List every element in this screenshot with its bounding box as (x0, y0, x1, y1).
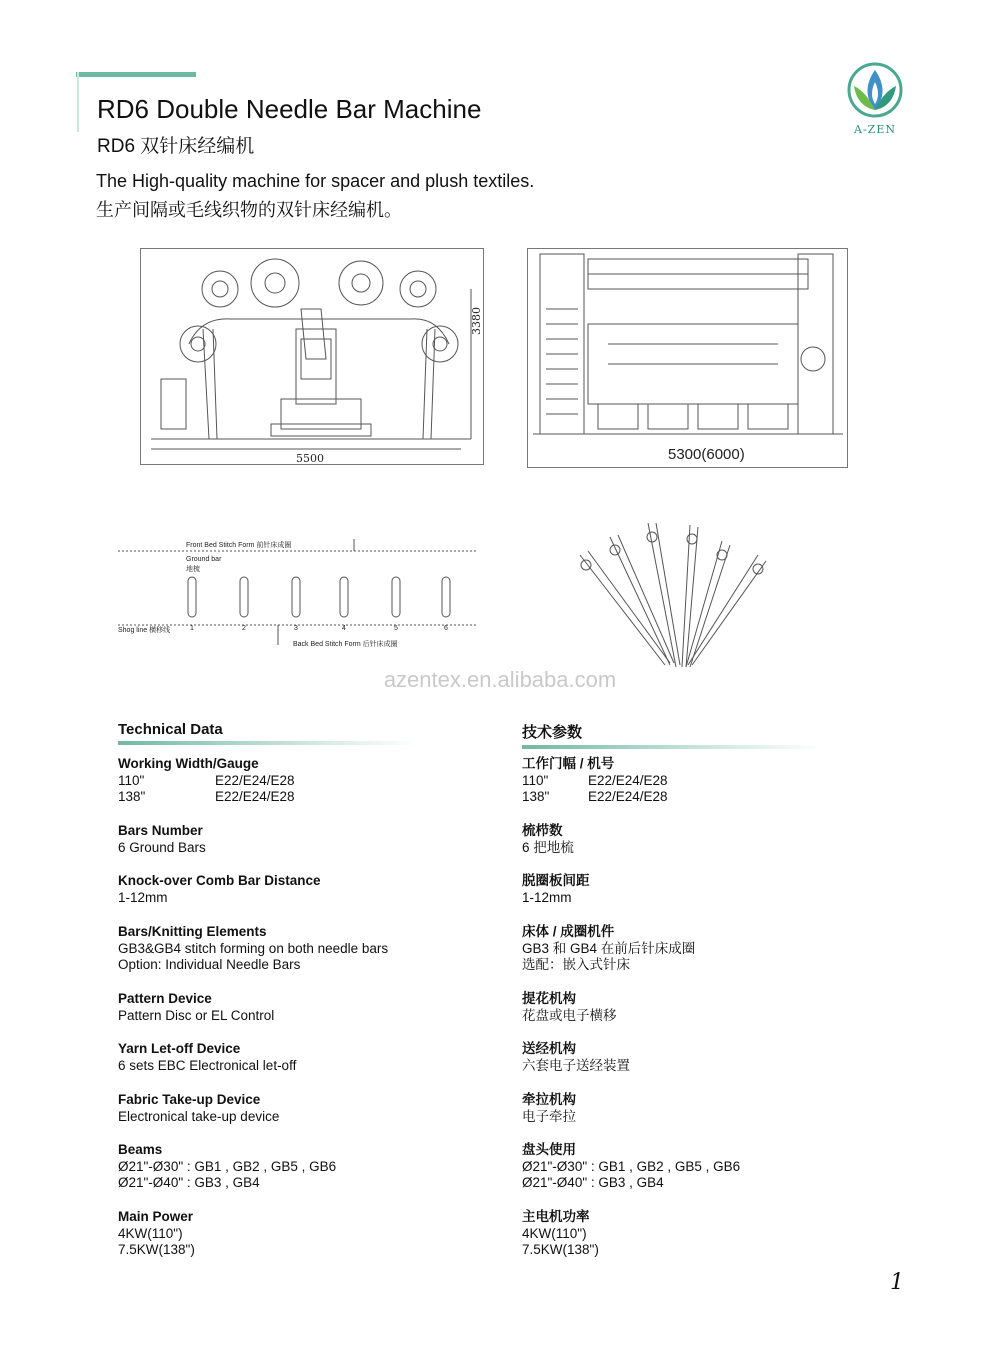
stitch-number-1: 1 (190, 625, 194, 632)
gauge-value: E22/E24/E28 (588, 772, 668, 788)
item-heading: Bars/Knitting Elements (118, 924, 267, 939)
item-line: 1-12mm (118, 889, 168, 905)
tech-en-item-knitting-elements (118, 924, 388, 974)
tech-data-en (118, 721, 418, 745)
tech-cn-item-knitting-elements (522, 924, 695, 974)
item-heading: Working Width/Gauge (118, 756, 259, 771)
page-subtitle: RD6 双针床经编机 (97, 136, 255, 157)
item-heading: Pattern Device (118, 991, 212, 1006)
item-row (118, 789, 295, 806)
item-row (118, 773, 295, 790)
item-heading: 工作门幅 / 机号 (522, 756, 615, 771)
tagline-cn: 生产间隔或毛线织物的双针床经编机。 (96, 200, 402, 221)
stitch-diagram (118, 537, 478, 652)
item-line: Option: Individual Needle Bars (118, 957, 301, 972)
item-row (522, 773, 668, 790)
tech-en-item-beams (118, 1142, 336, 1192)
ground-bar-label-cn: 地梳 (186, 566, 200, 573)
stitch-number-2: 2 (242, 625, 246, 632)
tech-data-en-divider (118, 741, 418, 745)
item-heading: Bars Number (118, 823, 203, 838)
item-heading: Beams (118, 1142, 163, 1157)
tech-cn-item-take-up (522, 1092, 576, 1125)
tech-cn-item-let-off (522, 1041, 630, 1074)
item-line: Ø21"-Ø40" : GB3 , GB4 (522, 1175, 664, 1190)
tech-en-item-main-power (118, 1209, 195, 1259)
item-line: 1-12mm (522, 889, 572, 905)
tech-data-en-title: Technical Data (118, 721, 223, 738)
item-heading: Knock-over Comb Bar Distance (118, 873, 321, 888)
gauge-value: E22/E24/E28 (215, 772, 295, 788)
item-line: 选配：嵌入式针床 (522, 957, 630, 972)
item-heading: Fabric Take-up Device (118, 1092, 261, 1107)
item-heading: 脱圈板间距 (522, 873, 590, 888)
stitch-number-6: 6 (444, 625, 448, 632)
item-heading: 送经机构 (522, 1041, 576, 1056)
tech-data-cn-title: 技术参数 (522, 724, 583, 741)
stitch-number-5: 5 (394, 625, 398, 632)
tech-en-item-let-off (118, 1041, 296, 1074)
front-view-lines (141, 249, 483, 464)
side-view-lines (528, 249, 847, 467)
stitch-number-3: 3 (294, 625, 298, 632)
tech-data-cn (522, 721, 822, 749)
item-heading: 盘头使用 (522, 1142, 576, 1157)
item-line: Electronical take-up device (118, 1108, 280, 1124)
item-line: 4KW(110") (118, 1225, 183, 1241)
item-row (522, 789, 668, 806)
front-view-width-label: 5500 (296, 452, 324, 465)
item-line: 4KW(110") (522, 1225, 587, 1241)
item-line: Ø21"-Ø30" : GB1 , GB2 , GB5 , GB6 (522, 1158, 741, 1174)
stitch-diagram-lines (118, 537, 478, 652)
tech-cn-item-main-power (522, 1209, 599, 1259)
stitch-number-4: 4 (342, 625, 346, 632)
item-heading: 梳栉数 (522, 823, 563, 838)
item-line: 6 Ground Bars (118, 839, 206, 855)
page-number: 1 (890, 1270, 904, 1295)
front-view-height-label: 3380 (470, 307, 483, 335)
item-heading: 床体 / 成圈机件 (522, 924, 615, 939)
gauge-value: E22/E24/E28 (215, 789, 295, 804)
item-heading: 主电机功率 (522, 1209, 590, 1224)
item-line: 6 sets EBC Electronical let-off (118, 1057, 297, 1073)
item-line: GB3&GB4 stitch forming on both needle bars (118, 940, 389, 956)
tech-cn-item-width-gauge (522, 756, 668, 806)
tech-en-item-width-gauge (118, 756, 295, 806)
item-line: 花盘或电子横移 (522, 1007, 617, 1023)
item-line: Ø21"-Ø40" : GB3 , GB4 (118, 1175, 260, 1190)
width-value: 110" (118, 772, 145, 788)
item-line: 7.5KW(138") (118, 1242, 195, 1257)
item-line: 7.5KW(138") (522, 1242, 599, 1257)
width-value: 110" (522, 772, 549, 788)
tech-en-item-bars-number (118, 823, 206, 856)
side-view-drawing (527, 248, 848, 468)
title-accent-bar (76, 72, 196, 77)
tech-en-item-take-up (118, 1092, 279, 1125)
side-view-width-label: 5300(6000) (668, 446, 745, 463)
ground-bar-label: Ground bar (186, 556, 222, 563)
tech-en-item-knock-over (118, 873, 321, 906)
watermark: azentex.en.alibaba.com (383, 667, 617, 692)
gauge-value: E22/E24/E28 (588, 789, 668, 804)
width-value: 138" (522, 789, 550, 804)
tech-cn-item-bars-number (522, 823, 574, 856)
front-view-drawing (140, 248, 484, 465)
item-line: 电子牵拉 (522, 1108, 576, 1124)
logo-text: A-ZEN (854, 123, 896, 136)
title-accent-line (77, 72, 79, 132)
item-line: 6 把地梳 (522, 839, 574, 855)
item-heading: 提花机构 (522, 991, 576, 1006)
tech-cn-item-beams (522, 1142, 740, 1192)
width-value: 138" (118, 789, 146, 804)
item-line: Ø21"-Ø30" : GB1 , GB2 , GB5 , GB6 (118, 1158, 337, 1174)
item-heading: Main Power (118, 1209, 194, 1224)
item-line: Pattern Disc or EL Control (118, 1007, 275, 1023)
item-heading: 牵拉机构 (522, 1092, 576, 1107)
shog-line-label: Shog line 横移线 (118, 627, 171, 634)
page-title: RD6 Double Needle Bar Machine (97, 94, 482, 124)
item-heading: Yarn Let-off Device (118, 1041, 241, 1056)
back-bed-label: Back Bed Stitch Form 后针床成圈 (293, 641, 398, 648)
guide-bar-fan-drawing (570, 515, 800, 685)
item-line: 六套电子送经装置 (522, 1057, 630, 1073)
tech-cn-item-knock-over (522, 873, 590, 906)
tech-data-cn-divider (522, 745, 822, 749)
tagline: The High-quality machine for spacer and plush textiles. (96, 171, 535, 191)
front-bed-label: Front Bed Stitch Form 前针床成圈 (186, 542, 292, 549)
tech-en-item-pattern-device (118, 991, 274, 1024)
tech-cn-item-pattern-device (522, 991, 617, 1024)
item-line: GB3 和 GB4 在前后针床成圈 (522, 940, 696, 956)
